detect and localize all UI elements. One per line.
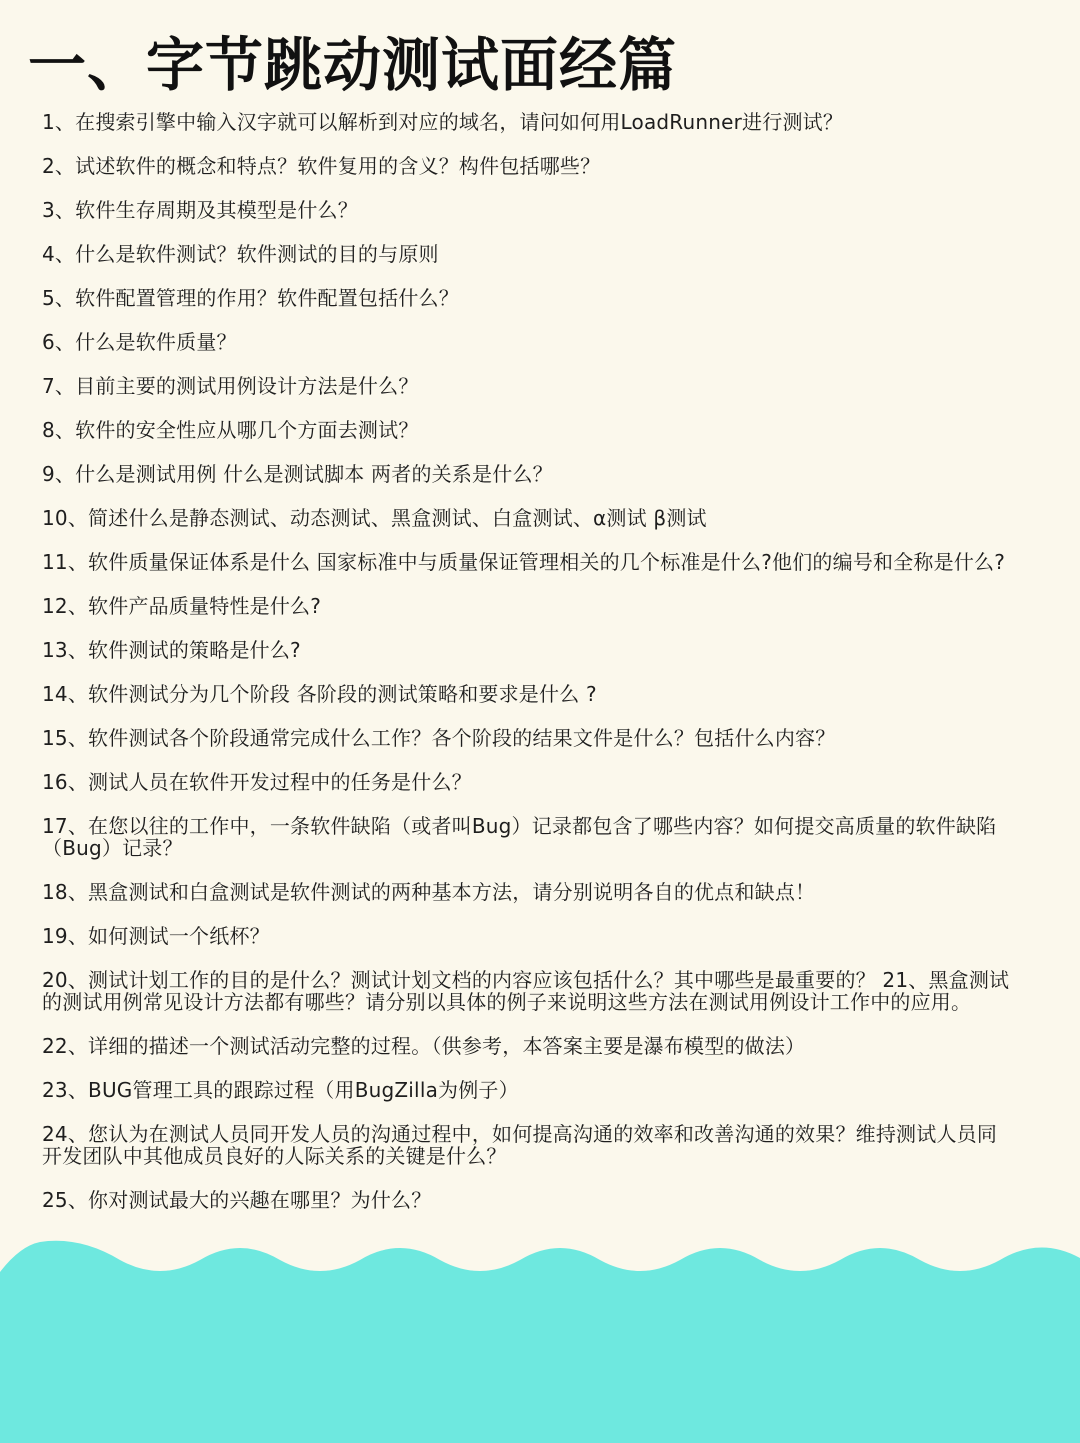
question-item: 2、试述软件的概念和特点？软件复用的含义？构件包括哪些？ bbox=[42, 154, 601, 178]
question-list bbox=[42, 108, 1010, 1233]
question-item: 8、软件的安全性应从哪几个方面去测试？ bbox=[42, 418, 419, 442]
question-item: 10、简述什么是静态测试、动态测试、黑盒测试、白盒测试、α测试 β测试 bbox=[42, 506, 707, 530]
wave-decoration bbox=[0, 1220, 1080, 1443]
page-title: 一、字节跳动测试面经篇 bbox=[28, 31, 678, 99]
question-item: 20、测试计划工作的目的是什么？测试计划文档的内容应该包括什么？其中哪些是最重要的？ 21、黑盒测试的测试用例常见设计方法都有哪些？请分别以具体的例子来说明这些方法在测试用例设计工作中的应用。 bbox=[42, 968, 1010, 1014]
question-item: 7、目前主要的测试用例设计方法是什么？ bbox=[42, 374, 419, 398]
question-item: 1、在搜索引擎中输入汉字就可以解析到对应的域名，请问如何用LoadRunner进行测试？ bbox=[42, 110, 844, 134]
question-item: 15、软件测试各个阶段通常完成什么工作？各个阶段的结果文件是什么？包括什么内容？ bbox=[42, 726, 836, 750]
question-item: 23、BUG管理工具的跟踪过程（用BugZilla为例子） bbox=[42, 1078, 519, 1102]
question-item: 18、黑盒测试和白盒测试是软件测试的两种基本方法，请分别说明各自的优点和缺点！ bbox=[42, 880, 816, 904]
question-item: 12、软件产品质量特性是什么? bbox=[42, 594, 322, 618]
question-item: 17、在您以往的工作中，一条软件缺陷（或者叫Bug）记录都包含了哪些内容？如何提交高质量的软件缺陷（Bug）记录？ bbox=[42, 814, 997, 860]
question-item: 22、详细的描述一个测试活动完整的过程。（供参考，本答案主要是瀑布模型的做法） bbox=[42, 1034, 806, 1058]
question-item: 9、什么是测试用例 什么是测试脚本 两者的关系是什么？ bbox=[42, 462, 553, 486]
question-item: 13、软件测试的策略是什么? bbox=[42, 638, 301, 662]
question-item: 25、你对测试最大的兴趣在哪里？为什么？ bbox=[42, 1188, 432, 1212]
question-item: 6、什么是软件质量？ bbox=[42, 330, 237, 354]
question-item: 24、您认为在测试人员同开发人员的沟通过程中，如何提高沟通的效率和改善沟通的效果？维持测试人员同开发团队中其他成员良好的人际关系的关键是什么？ bbox=[42, 1122, 998, 1168]
question-item: 4、什么是软件测试？软件测试的目的与原则 bbox=[42, 242, 439, 266]
question-item: 5、软件配置管理的作用？软件配置包括什么？ bbox=[42, 286, 459, 310]
question-item: 11、软件质量保证体系是什么 国家标准中与质量保证管理相关的几个标准是什么?他们的编号和全称是什么? bbox=[42, 550, 1006, 574]
question-item: 3、软件生存周期及其模型是什么？ bbox=[42, 198, 358, 222]
wave-shape bbox=[0, 1241, 1080, 1443]
question-item: 19、如何测试一个纸杯？ bbox=[42, 924, 270, 948]
question-item: 14、软件测试分为几个阶段 各阶段的测试策略和要求是什么 ? bbox=[42, 682, 597, 706]
question-item: 16、测试人员在软件开发过程中的任务是什么？ bbox=[42, 770, 472, 794]
